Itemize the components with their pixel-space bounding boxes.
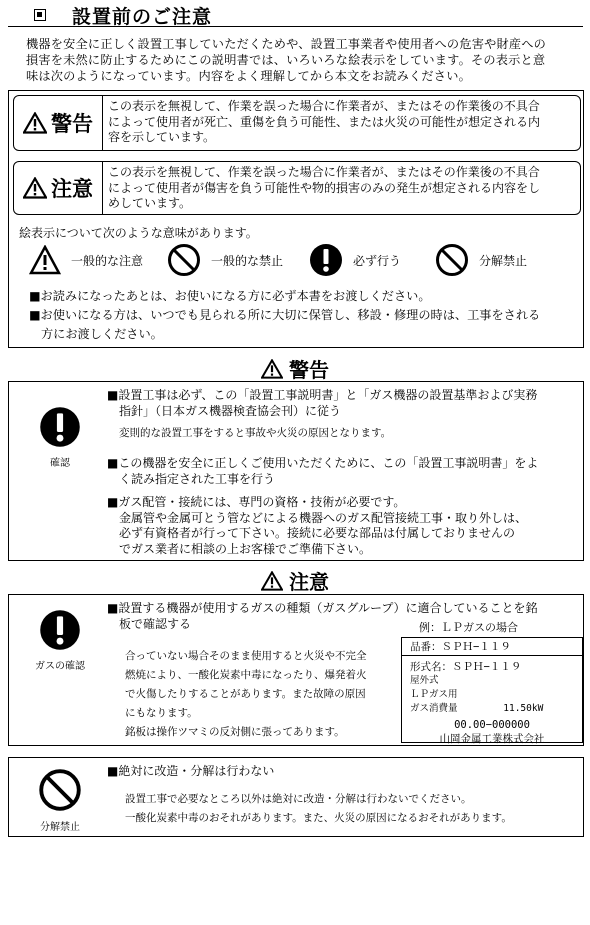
detail-line: 銘板は操作ツマミの反対側に張ってあります。 [125,726,345,738]
symbols-intro: 絵表示について次のような意味があります。 [19,226,258,240]
intro-paragraph [26,36,582,84]
caution-legend-box [13,161,581,215]
detail-line: 燃焼により、一酸化炭素中毒になったり、爆発着火 [125,669,367,681]
mandatory-icon [39,406,81,448]
symbol-label: 一般的な注意 [71,253,144,268]
item-head: ■設置する機器が使用するガスの種類（ガスグループ）に適合していることを銘 [107,601,538,615]
warning-triangle-icon [23,112,47,134]
item-head: 指針」（日本ガス機器検査協会刊）に従う [119,403,342,418]
intro-line: 損害を未然に防止するためにこの説明書では、いろいろな絵表示をしています。その表示と意 [26,53,546,67]
warning-triangle-icon [261,571,283,591]
note-line: ■お使いになる方は、いつでも見られる所に大切に保管し、移設・修理の時は、工事をされる [29,308,541,322]
warning-panel [8,381,584,561]
confirm-icon-col [9,406,111,469]
text-line: 容を示しています。 [108,130,216,144]
detail-line: で火傷したりすることがあります。また故障の原因 [125,688,366,700]
icon-caption: 分解禁止 [40,822,80,833]
plate-body [402,656,582,746]
item-detail: 変則的な設置工事をすると事故や火災の原因となります。 [119,427,392,439]
warning-triangle-icon [23,177,47,199]
gas-icon-col [9,609,111,672]
item-head: 必ず有資格者が行って下さい。接続に必要な部品は付属しておりませんの [119,526,516,540]
caution-legend-label [14,162,103,214]
text-line: めしています。 [108,196,192,210]
plate-gas: ＬＰガス用 [410,689,458,700]
warning-triangle-icon [261,359,283,379]
detail-line: 一酸化炭素中毒のおそれがあります。また、火災の原因になるおそれがあります。 [125,812,512,824]
item-head: でガス業者に相談の上お客様でご準備下さい。 [119,541,372,556]
text-line: この表示を無視して、作業を誤った場合に作業者が、またはその作業後の不具合 [108,165,540,179]
item-head: ■ガス配管・接続には、専門の資格・技術が必要です。 [107,495,406,509]
detail-line: 設置工事で必要なところ以外は絶対に改造・分解は行わないでください。 [125,793,472,805]
intro-line: 味は次のようになっています。内容をよく理解してから本文をお読みください。 [26,69,471,83]
warning-legend-text [108,99,576,146]
icon-caption: ガスの確認 [35,661,85,672]
disassembly-detail [125,790,581,828]
no-disassembly-panel [8,757,584,837]
mandatory-icon [309,243,343,277]
warning-item-2 [107,456,579,487]
square-bullet-icon [34,9,46,21]
no-disassembly-icon [38,768,82,812]
item-head: 金属管や金属可とう管などによる機器へのガス配管接続工事・取り外しは、 [119,510,528,525]
plate-consumption-label: ガス消費量 [410,703,458,714]
text-line: によって使用者が死亡、重傷を負う可能性、または火災の可能性が想定される内 [108,114,541,129]
no-disassembly-icon [435,243,469,277]
legend-panel [8,90,584,348]
item-head: ■この機器を安全に正しくご使用いただくために、この「設置工事説明書」をよ [107,456,539,470]
item-head: く読み指定された工事を行う [119,471,276,486]
warning-label-text: 警告 [51,112,93,136]
item-head: ■設置工事は必ず、この「設置工事説明書」と「ガス機器の設置基準および実務 [107,388,538,402]
item-head: 板で確認する [119,616,192,631]
caution-section-title: 注意 [289,570,329,594]
plate-model-no: 品番：ＳＰＨ−１１９ [402,638,582,656]
disassembly-icon-col [9,768,111,833]
section-title: 設置前のご注意 [72,6,213,28]
symbol-label: 分解禁止 [479,253,528,268]
detail-line: にもなります。 [125,707,198,719]
plate-consumption-value: 11.50kW [503,703,544,714]
caution-label-text: 注意 [51,177,93,201]
warning-item-1 [107,388,579,441]
icon-caption: 確認 [50,458,70,469]
plate-maker: 山岡金属工業株式会社 [439,733,545,745]
warning-triangle-icon [29,245,61,275]
gas-check-detail [125,647,395,742]
note-line: 方にお渡しください。 [41,327,163,341]
section-header [8,0,583,27]
symbol-label: 一般的な禁止 [211,253,284,268]
warning-legend-label [14,96,103,150]
caution-legend-text [108,165,576,212]
plate-consumption-row [410,702,582,716]
symbol-label: 必ず行う [353,253,402,268]
warning-section-header [0,354,590,383]
symbol-general-prohibition [167,243,283,277]
prohibition-icon [167,243,201,277]
mandatory-icon [39,609,81,651]
text-line: この表示を無視して、作業を誤った場合に作業者が、またはその作業後の不具合 [108,99,540,113]
plate-type: 屋外式 [410,675,439,686]
symbol-general-caution [29,245,143,275]
gas-check-panel [8,594,584,746]
rating-plate [401,637,583,743]
warning-section-title: 警告 [289,358,329,382]
plate-model-name: 形式名：ＳＰＨ−１１９ [410,661,522,673]
symbol-no-disassembly [435,243,527,277]
disassembly-head: ■絶対に改造・分解は行わない [107,764,275,778]
warning-item-3 [107,495,579,557]
detail-line: 合っていない場合そのまま使用すると火災や不完全 [125,650,367,662]
intro-line: 機器を安全に正しく設置工事していただくためや、設置工事業者や使用者への危害や財産への [26,37,547,51]
plate-example-label: 例：ＬＰガスの場合 [419,621,518,634]
caution-section-header [0,566,590,595]
legend-notes [29,287,581,344]
warning-legend-box [13,95,581,151]
plate-serial: 00.00−000000 [454,719,530,731]
note-line: ■お読みになったあとは、お使いになる方に必ず本書をお渡しください。 [29,289,431,303]
text-line: によって使用者が傷害を負う可能性や物的損害のみの発生が想定される内容をし [108,180,541,195]
symbol-mandatory [309,243,401,277]
